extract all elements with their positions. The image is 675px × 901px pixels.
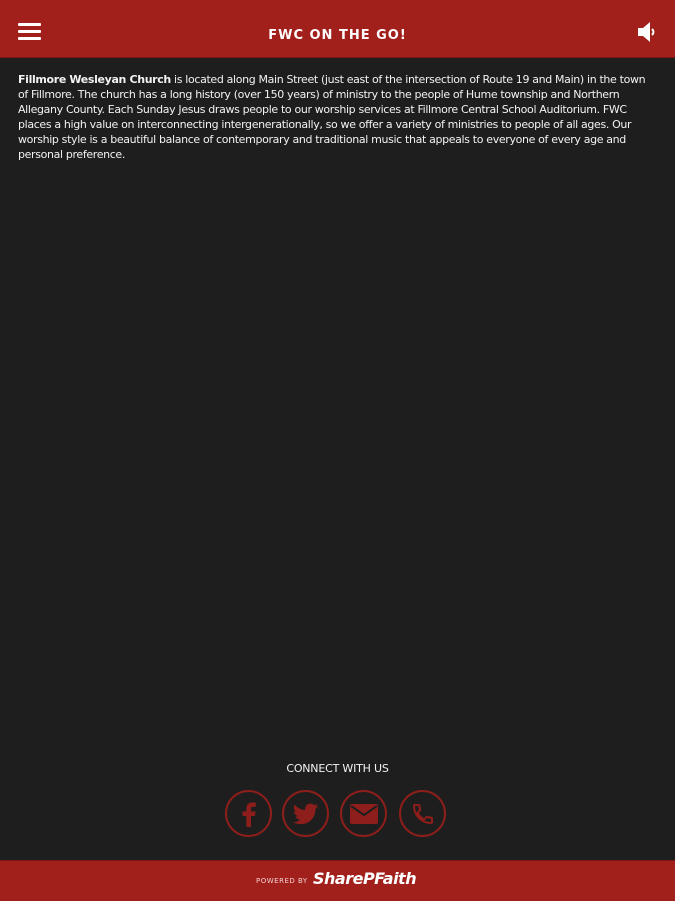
email-icon[interactable] bbox=[340, 790, 387, 837]
sharefaith-logo[interactable]: SharePFaith bbox=[313, 869, 417, 888]
facebook-icon[interactable] bbox=[225, 790, 272, 837]
phone-icon[interactable] bbox=[399, 790, 446, 837]
connect-heading: CONNECT WITH US bbox=[286, 762, 389, 775]
church-name: Fillmore Wesleyan Church bbox=[18, 73, 171, 86]
church-description bbox=[18, 72, 650, 162]
description-text: is located along Main Street (just east of the intersection of Route 19 and Main) in the town of Fillmore. The church has a long history (over 150 years) of ministry to the people of Hume township and Northern Allegany County. Each Sunday Jesus draws people to our worship services at Fillmore Central School Auditorium. FWC places a high value on interconnecting intergenerationally, so we offer a variety of ministries to people of all ages. Our worship style is a beautiful balance of contemporary and traditional music that appeals to everyone of every age and personal preference. bbox=[18, 73, 646, 161]
app-header bbox=[0, 0, 675, 58]
speaker-icon[interactable] bbox=[636, 20, 658, 44]
page-title: FWC ON THE GO! bbox=[268, 28, 407, 43]
powered-by-label: POWERED BY bbox=[256, 877, 308, 885]
twitter-icon[interactable] bbox=[282, 790, 329, 837]
